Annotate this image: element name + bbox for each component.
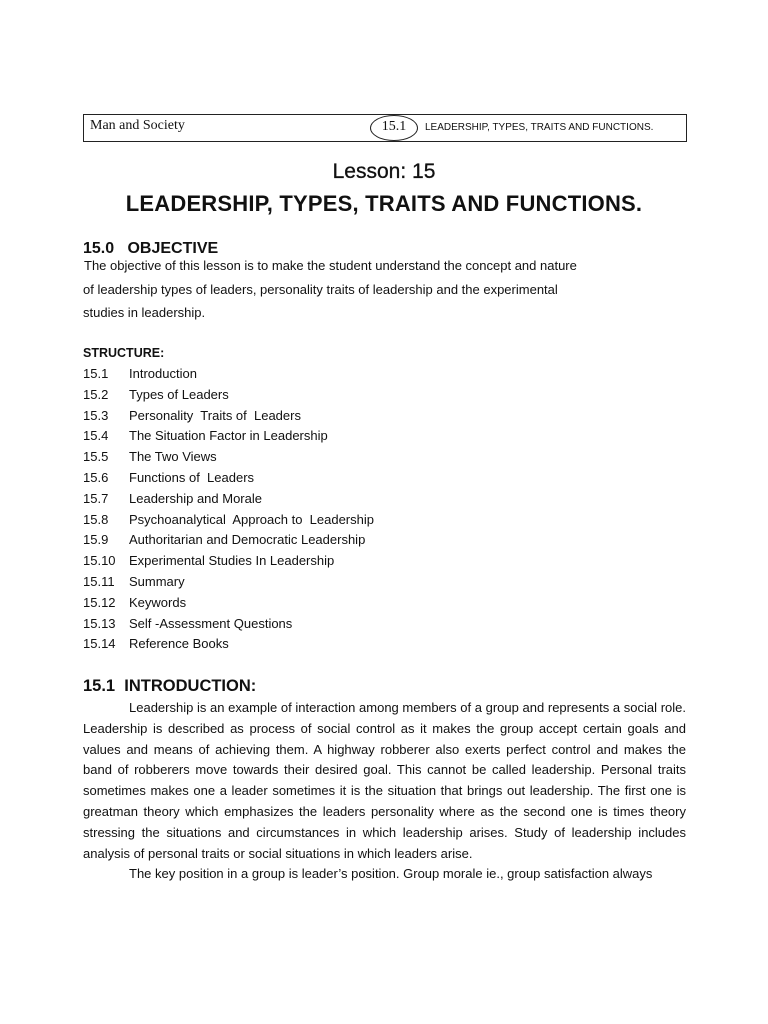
body-paragraph: Leadership is an example of interaction among members of a group and represents a social role. Leadership is described as process of social control as it makes the group accept certain goals and values and means of achieving them. A highway robberer also exerts perfect control and makes the band of robberers move towards their desired goal. This cannot be called leadership. Personal traits sometimes makes one a leader sometimes it is the situation that brings out leadership. The first one is greatman theory which emphasizes the leaders personality where as the second one is times theory stressing the situations and circumstances in which leadership arises. Study of leadership includes analysis of personal traits or social situations in which leaders arise. [83,700,686,861]
toc-title: Personality Traits of Leaders [129,407,301,423]
objective-line: of leadership types of leaders, personality traits of leadership and the experimental [83,282,558,297]
toc-number: 15.5 [83,449,109,465]
introduction-body [83,698,686,885]
toc-title: Types of Leaders [129,386,229,402]
toc-number: 15.14 [83,636,116,652]
toc-number: 15.9 [83,532,109,548]
toc-title: Leadership and Morale [129,490,262,506]
body-paragraph: The key position in a group is leader’s position. Group morale ie., group satisfaction always [129,866,653,882]
toc-number: 15.1 [83,366,109,381]
objective-heading: 15.0 OBJECTIVE [83,240,219,257]
toc-title: Reference Books [129,636,229,652]
header-chapter-title: LEADERSHIP, TYPES, TRAITS AND FUNCTIONS. [425,122,654,133]
toc-number: 15.8 [83,511,109,527]
toc-number: 15.2 [83,386,109,402]
toc-title: Experimental Studies In Leadership [129,553,335,569]
introduction-heading: 15.1 INTRODUCTION: [83,677,257,695]
structure-heading: STRUCTURE: [83,346,165,360]
toc-title: Keywords [129,594,187,610]
toc-title: Self -Assessment Questions [129,615,293,631]
objective-line: studies in leadership. [83,305,206,320]
toc-number: 15.6 [83,469,109,485]
running-header [83,114,687,142]
toc-title: Introduction [129,366,197,381]
toc-title: The Two Views [129,449,217,465]
toc-number: 15.11 [83,573,115,589]
header-page-number: 15.1 [370,115,418,141]
toc-number: 15.4 [83,428,109,444]
lesson-title: LEADERSHIP, TYPES, TRAITS AND FUNCTIONS. [125,191,643,216]
toc-title: Summary [129,573,185,589]
toc-number: 15.13 [83,615,116,631]
toc-number: 15.3 [83,407,109,423]
header-book-title: Man and Society [90,118,185,133]
toc-number: 15.12 [83,594,116,610]
toc-title: Functions of Leaders [129,469,255,485]
toc-title: The Situation Factor in Leadership [129,428,328,444]
lesson-number: Lesson: 15 [332,160,436,183]
toc-number: 15.10 [83,553,116,569]
toc-title: Authoritarian and Democratic Leadership [129,532,366,548]
objective-line: The objective of this lesson is to make the student understand the concept and nature [84,258,577,273]
toc-number: 15.7 [83,490,109,506]
toc-title: Psychoanalytical Approach to Leadership [129,511,374,527]
